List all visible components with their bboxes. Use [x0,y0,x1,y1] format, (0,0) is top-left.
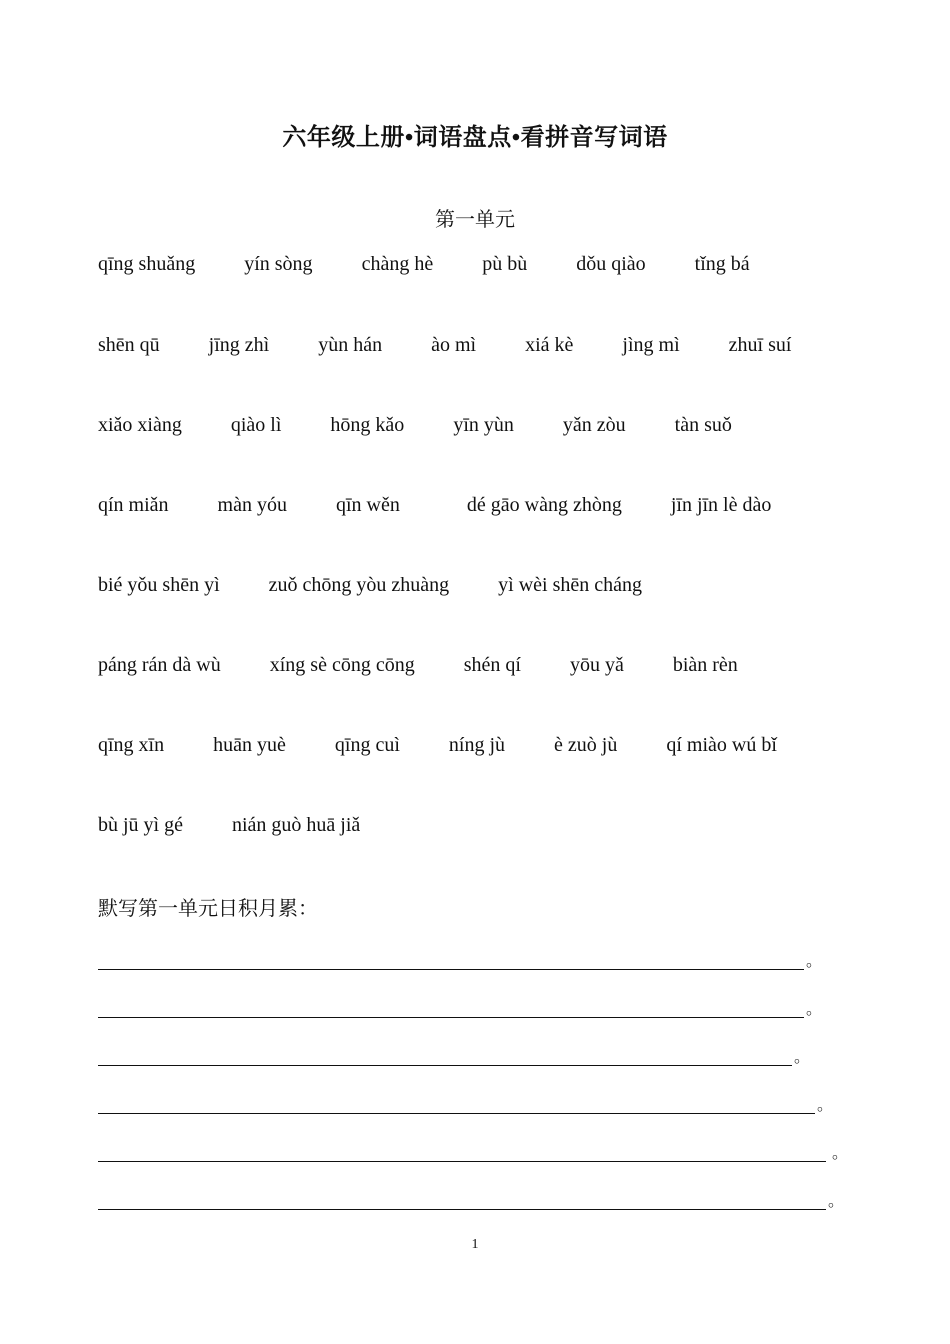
pinyin-word: xíng sè cōng cōng [269,654,415,676]
answer-underline [98,999,804,1018]
pinyin-word: yùn hán [318,334,383,356]
line-end-mark: 。 [806,1001,823,1018]
pinyin-word: hōng kǎo [330,414,405,436]
pinyin-word: qí miào wú bǐ [666,734,777,756]
pinyin-word: qīn wěn [335,494,400,516]
answer-line[interactable] [98,1190,844,1212]
pinyin-word: qiào lì [230,414,282,436]
answer-line[interactable] [98,1046,810,1068]
pinyin-word: yì wèi shēn cháng [498,574,643,596]
pinyin-row [98,734,821,757]
pinyin-word: yīn yùn [453,414,514,436]
answer-underline [98,1143,826,1162]
line-end-mark: 。 [832,1145,849,1162]
pinyin-word: ào mì [431,334,477,356]
pinyin-word: qīng shuǎng [98,253,196,275]
pinyin-row [98,414,776,437]
pinyin-word: zuǒ chōng yòu zhuàng [268,574,450,596]
pinyin-word: tǐng bá [694,253,750,275]
pinyin-word: qín miǎn [98,494,169,516]
pinyin-word: è zuò jù [554,734,618,756]
pinyin-word: níng jù [448,734,506,756]
line-end-mark: 。 [817,1097,834,1114]
pinyin-word: màn yóu [217,494,287,516]
pinyin-word: nián guò huā jiǎ [232,814,361,836]
pinyin-word: bù jū yì gé [98,814,183,836]
pinyin-word: dǒu qiào [576,253,646,275]
answer-underline [98,951,804,970]
answer-line[interactable] [98,950,822,972]
pinyin-word: jīn jīn lè dào [670,494,772,516]
pinyin-word: huān yuè [213,734,286,756]
answer-line[interactable] [98,998,822,1020]
pinyin-row [98,574,686,597]
pinyin-word: yōu yǎ [569,654,624,676]
pinyin-row [98,654,782,677]
pinyin-word: pù bù [482,253,528,275]
pinyin-row [98,253,794,276]
pinyin-word: bié yǒu shēn yì [98,574,220,596]
pinyin-word: xiǎo xiàng [98,414,182,436]
answer-line[interactable] [98,1094,833,1116]
unit-heading: 第一单元 [435,209,515,231]
answer-underline [98,1047,792,1066]
answer-underline [98,1191,826,1210]
pinyin-row [98,494,815,517]
line-end-mark: 。 [828,1193,845,1210]
line-end-mark: 。 [806,953,823,970]
dictation-label: 默写第一单元日积月累： [98,898,318,920]
pinyin-word: yín sòng [244,253,313,275]
pinyin-word: qīng xīn [98,734,165,756]
pinyin-word: dé gāo wàng zhòng [466,494,622,516]
pinyin-row [98,814,404,837]
answer-underline [98,1095,815,1114]
pinyin-word: jīng zhì [208,334,270,356]
pinyin-word: qīng cuì [334,734,400,756]
line-end-mark: 。 [794,1049,811,1066]
pinyin-word: biàn rèn [672,654,738,676]
answer-line[interactable] [98,1142,848,1164]
pinyin-word: xiá kè [525,334,574,356]
page-number: 1 [471,1237,479,1252]
pinyin-word: tàn suǒ [674,414,732,436]
pinyin-word: zhuī suí [728,334,792,356]
pinyin-word: páng rán dà wù [98,654,221,676]
pinyin-word: jìng mì [622,334,680,356]
page-title: 六年级上册•词语盘点•看拼音写词语 [282,125,668,151]
pinyin-row [98,334,835,357]
pinyin-word: shén qí [463,654,521,676]
pinyin-word: chàng hè [361,253,434,275]
pinyin-word: shēn qū [98,334,160,356]
pinyin-word: yǎn zòu [562,414,626,436]
